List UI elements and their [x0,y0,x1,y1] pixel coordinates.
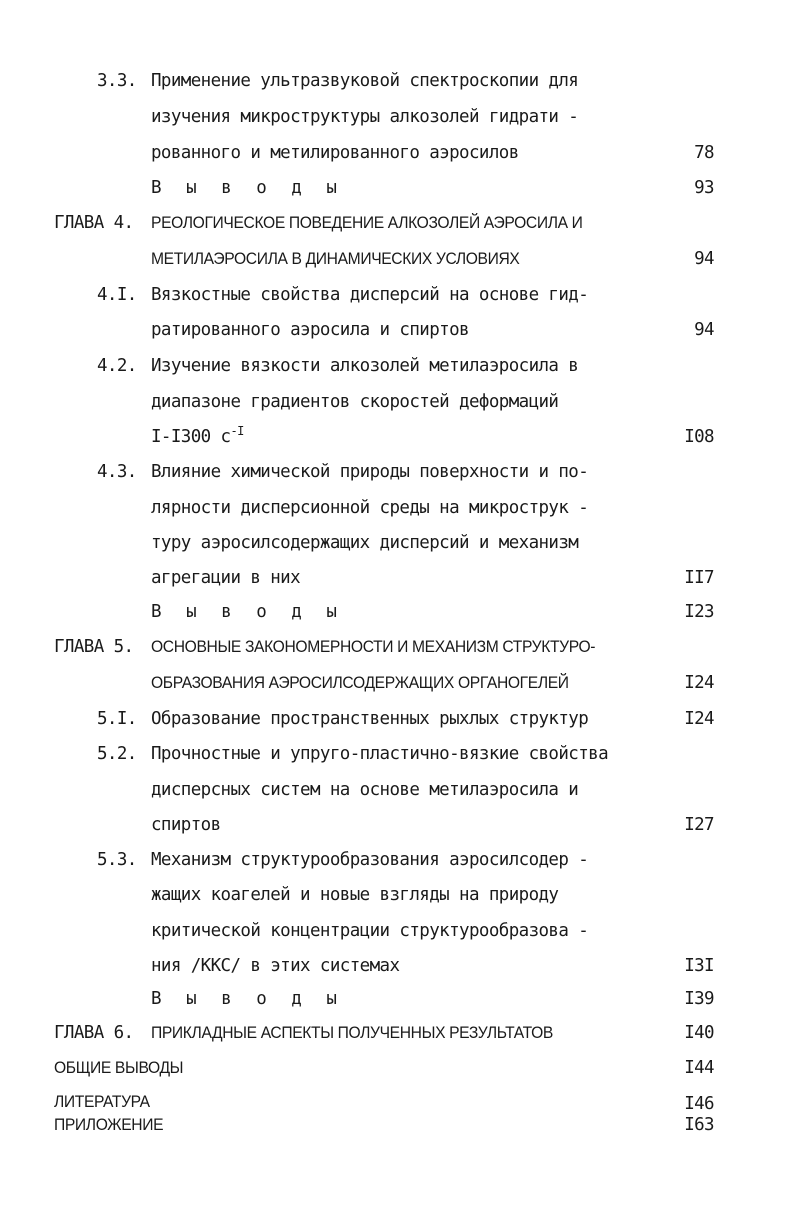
entry-title-line: рованного и метилированного аэросилов [151,143,519,163]
range-text: I-I300 с [151,427,231,447]
exponent: -I [230,424,244,439]
page-number: I3I [684,956,714,976]
page-number: 78 [694,143,714,163]
page-number: II7 [684,568,714,588]
conclusions-label: В ы в о д ы [151,178,344,198]
entry-title-line: Прочностные и упруго-пластично-вязкие свойства [151,744,609,764]
entry-title-line: спиртов [151,815,221,835]
entry-title-line: лярности дисперсионной среды на микрострук - [151,498,589,518]
page-number: I27 [684,815,714,835]
entry-title-line: дисперсных систем на основе метилаэросила и [151,780,579,800]
page-number: I24 [684,673,714,693]
page-number: I24 [684,709,714,729]
entry-title-line: Влияние химической природы поверхности и по- [151,462,589,482]
page-number: 94 [694,249,714,269]
chapter-title-line: РЕОЛОГИЧЕСКОЕ ПОВЕДЕНИЕ АЛКОЗОЛЕЙ АЭРОСИЛА И [151,213,583,232]
conclusions-label: В ы в о д ы [151,989,344,1009]
entry-title-line: Образование пространственных рыхлых структур [151,709,589,729]
page-number: I40 [684,1023,714,1043]
entry-title-line: Изучение вязкости алкозолей метилаэросила в [151,356,579,376]
page-number: I44 [684,1058,714,1078]
section-number: 4.I. [97,285,137,305]
section-number: 4.2. [97,356,137,376]
chapter-title-line: МЕТИЛАЭРОСИЛА В ДИНАМИЧЕСКИХ УСЛОВИЯХ [151,249,520,268]
entry-title-line: агрегации в них [151,568,301,588]
chapter-title-line: ОСНОВНЫЕ ЗАКОНОМЕРНОСТИ И МЕХАНИЗМ СТРУКТУРО- [151,637,596,656]
general-conclusions-label: ОБЩИЕ ВЫВОДЫ [54,1058,184,1077]
section-number: 4.3. [97,462,137,482]
page-number: I63 [684,1115,714,1135]
entry-title-line: критической концентрации структурообразова - [151,921,589,941]
page-number: I46 [684,1094,714,1114]
entry-title-line: диапазоне градиентов скоростей деформаций [151,392,559,412]
page-number: 94 [694,320,714,340]
entry-title-line: ния /ККС/ в этих системах [151,956,400,976]
section-number: 5.3. [97,850,137,870]
entry-title-line: Вязкостные свойства дисперсий на основе гид- [151,285,589,305]
chapter-number: ГЛАВА 5. [54,637,134,657]
conclusions-label: В ы в о д ы [151,602,344,622]
chapter-number: ГЛАВА 4. [54,213,134,233]
section-number: 5.2. [97,744,137,764]
page-number: 93 [694,178,714,198]
entry-title-line [151,424,244,447]
chapter-title-line: ПРИКЛАДНЫЕ АСПЕКТЫ ПОЛУЧЕННЫХ РЕЗУЛЬТАТОВ [151,1023,553,1042]
page-number: I23 [684,602,714,622]
page-number: I08 [684,427,714,447]
chapter-title-line: ОБРАЗОВАНИЯ АЭРОСИЛСОДЕРЖАЩИХ ОРГАНОГЕЛЕЙ [151,673,569,692]
page-number: I39 [684,989,714,1009]
section-number: 3.3. [97,71,137,91]
entry-title-line: Механизм структурообразования аэросилсодер - [151,850,589,870]
entry-title-line: жащих коагелей и новые взгляды на природу [151,885,559,905]
entry-title-line: изучения микроструктуры алкозолей гидрати - [151,107,579,127]
entry-title-line: Применение ультразвуковой спектроскопии для [151,71,579,91]
literature-label: ЛИТЕРАТУРА [54,1092,150,1111]
appendix-label: ПРИЛОЖЕНИЕ [54,1115,164,1134]
chapter-number: ГЛАВА 6. [54,1023,134,1043]
entry-title-line: туру аэросилсодержащих дисперсий и механизм [151,533,579,553]
section-number: 5.I. [97,709,137,729]
entry-title-line: ратированного аэросила и спиртов [151,320,469,340]
